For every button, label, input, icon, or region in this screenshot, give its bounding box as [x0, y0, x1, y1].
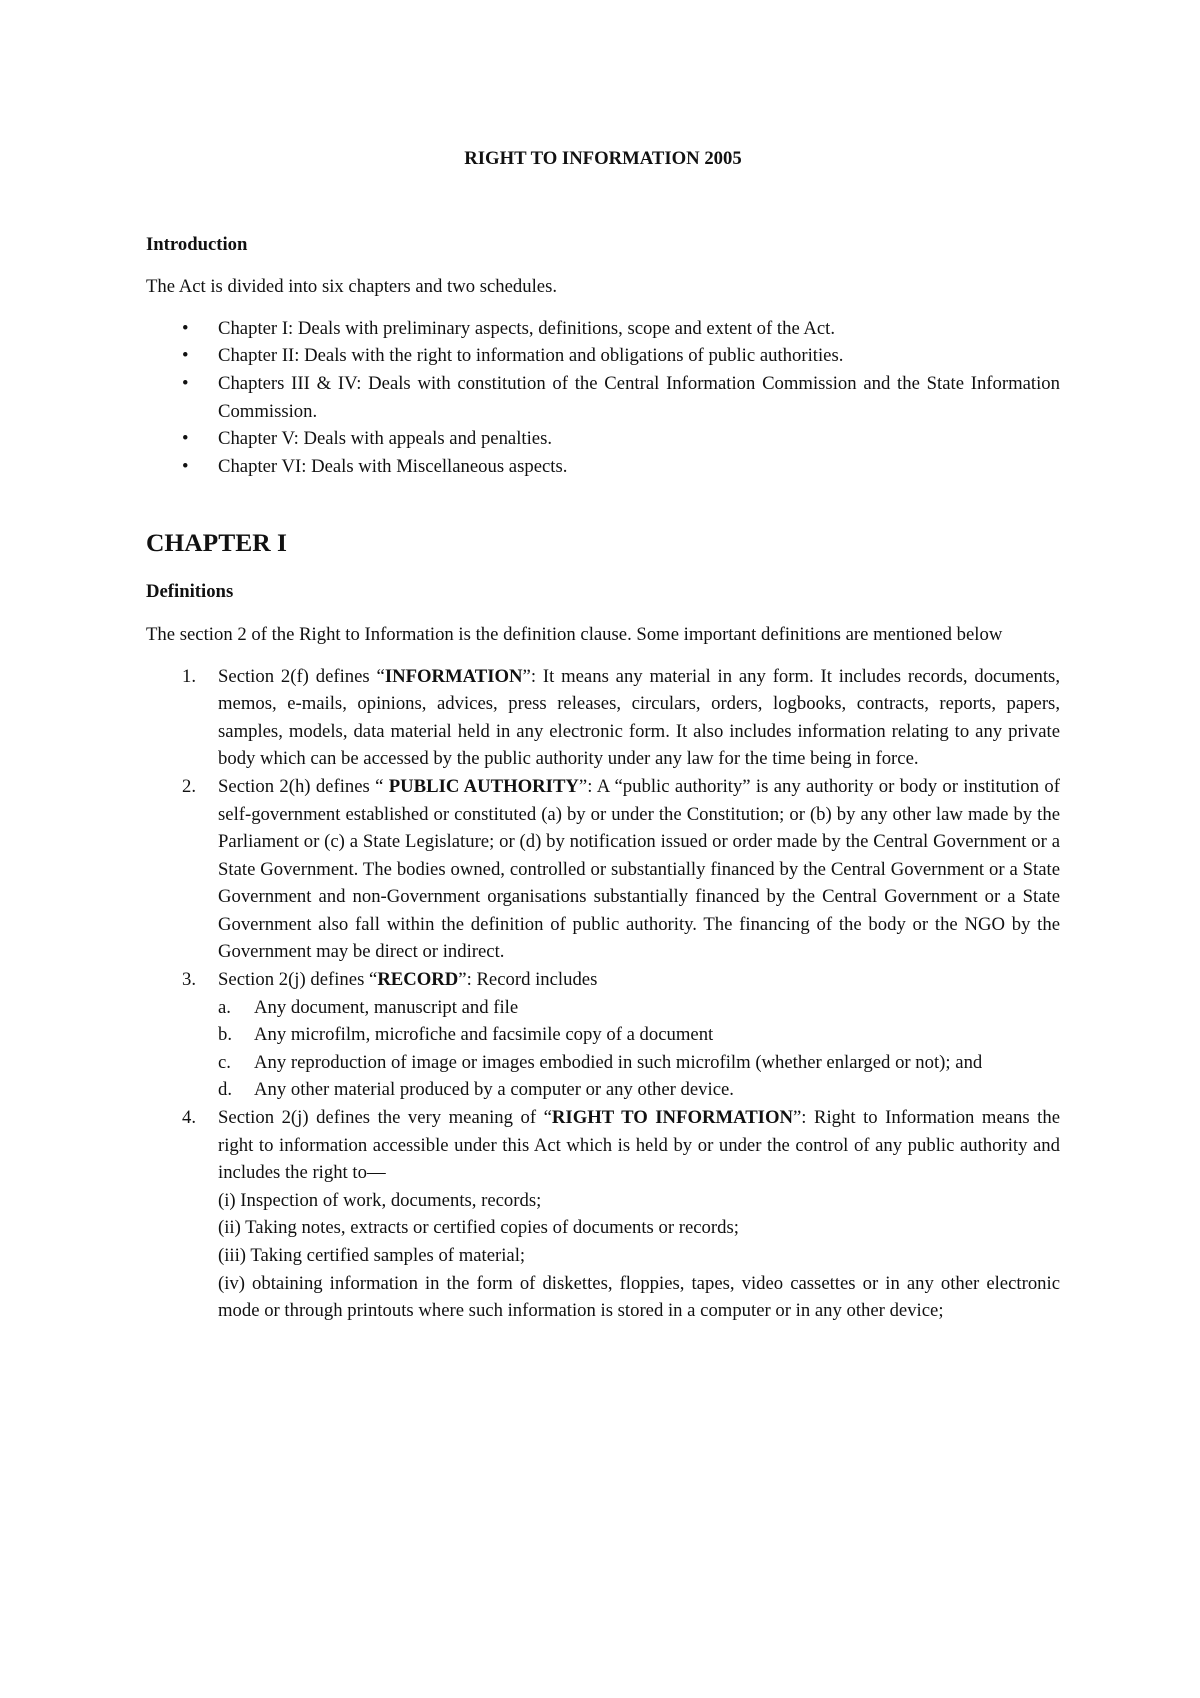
sublist-item: b. Any microfilm, microfiche and facsimile copy of a document: [218, 1021, 1060, 1049]
defined-term: RIGHT TO INFORMATION: [551, 1107, 793, 1129]
definitions-list: [146, 663, 1060, 1325]
item-number: 3.: [182, 969, 197, 991]
right-item: (ii) Taking notes, extracts or certified copies of documents or records;: [218, 1217, 739, 1239]
list-item: • Chapter V: Deals with appeals and penalties.: [146, 425, 1060, 453]
introduction-text: The Act is divided into six chapters and two schedules.: [146, 276, 558, 298]
bullet-icon: •: [182, 372, 189, 394]
item-number: 1.: [182, 665, 197, 687]
right-item: (iv) obtaining information in the form of diskettes, floppies, tapes, video cassettes or in any other electronic mode or through printouts where such information is stored in a computer or in any other device;: [218, 1272, 1060, 1322]
bullet-icon: •: [182, 317, 189, 339]
sublist-item: d. Any other material produced by a computer or any other device.: [218, 1076, 1060, 1104]
bullet-icon: •: [182, 345, 189, 367]
bullet-icon: •: [182, 455, 189, 477]
definition-item: 2. Section 2(h) defines “ PUBLIC AUTHORITY”: A “public authority” is any authority or body or institution of self-government established or constituted (a) by or under the Constitution; or (b) by any other law made by the Parliament or (c) a State Legislature; or (d) by notification issued or order made by the Central Government or a State Government. The bodies owned, controlled or substantially financed by the Central Government or a State Government and non-Government organisations substantially financed by the Central Government or a State Government also fall within the definition of public authority. The financing of the body or the NGO by the Government may be direct or indirect.: [146, 773, 1060, 966]
definition-item: 3. Section 2(j) defines “RECORD”: Record includes a. Any document, manuscript and file b. Any microfilm, microfiche and facsimile copy of a document c. Any reproduction of image or images embodied in such microfilm (whether enlarged or not); and d. Any other material produced by a computer or any other device.: [146, 966, 1060, 1104]
record-sublist: [218, 994, 1060, 1104]
item-number: 4.: [182, 1107, 197, 1129]
sublist-item: a. Any document, manuscript and file: [218, 994, 1060, 1022]
introduction-heading: Introduction: [146, 233, 248, 255]
list-item: • Chapter II: Deals with the right to information and obligations of public authorities.: [146, 342, 1060, 370]
definition-item: 4. Section 2(j) defines the very meaning of “RIGHT TO INFORMATION”: Right to Information means the right to information accessible under this Act which is held by or under the control of any public authority and includes the right to— (i) Inspection of work, documents, records; (ii) Taking notes, extracts or certified copies of documents or records; (iii) Taking certified samples of material; (iv) obtaining information in the form of diskettes, floppies, tapes, video cassettes or in any other electronic mode or through printouts where such information is stored in a computer or in any other device;: [146, 1104, 1060, 1325]
chapter-heading: CHAPTER I: [146, 528, 287, 558]
right-item: (iii) Taking certified samples of material;: [218, 1245, 526, 1266]
list-item: • Chapters III & IV: Deals with constitution of the Central Information Commission and the State Information Commission.: [146, 370, 1060, 425]
definitions-intro: The section 2 of the Right to Information is the definition clause. Some important definitions are mentioned below: [146, 623, 1003, 645]
sublist-item: c. Any reproduction of image or images embodied in such microfilm (whether enlarged or not); and: [218, 1049, 1060, 1077]
item-letter: a.: [218, 996, 231, 1018]
item-letter: c.: [218, 1051, 231, 1073]
list-item: • Chapter I: Deals with preliminary aspects, definitions, scope and extent of the Act.: [146, 315, 1060, 343]
defined-term: INFORMATION: [384, 665, 523, 687]
item-letter: d.: [218, 1079, 233, 1101]
item-letter: b.: [218, 1024, 233, 1046]
item-number: 2.: [182, 775, 197, 797]
definitions-heading: Definitions: [146, 581, 234, 603]
defined-term: RECORD: [377, 969, 459, 991]
document-title: RIGHT TO INFORMATION 2005: [464, 148, 742, 169]
bullet-icon: •: [182, 428, 189, 450]
list-item: • Chapter VI: Deals with Miscellaneous aspects.: [146, 453, 1060, 481]
definition-item: 1. Section 2(f) defines “INFORMATION”: It means any material in any form. It includes records, documents, memos, e-mails, opinions, advices, press releases, circulars, orders, logbooks, contracts, reports, papers, samples, models, data material held in any electronic form. It also includes information relating to any private body which can be accessed by the public authority under any law for the time being in force.: [146, 663, 1060, 773]
right-item: (i) Inspection of work, documents, records;: [218, 1189, 542, 1211]
chapter-summary-list: [146, 315, 1060, 481]
defined-term: PUBLIC AUTHORITY: [388, 775, 579, 797]
